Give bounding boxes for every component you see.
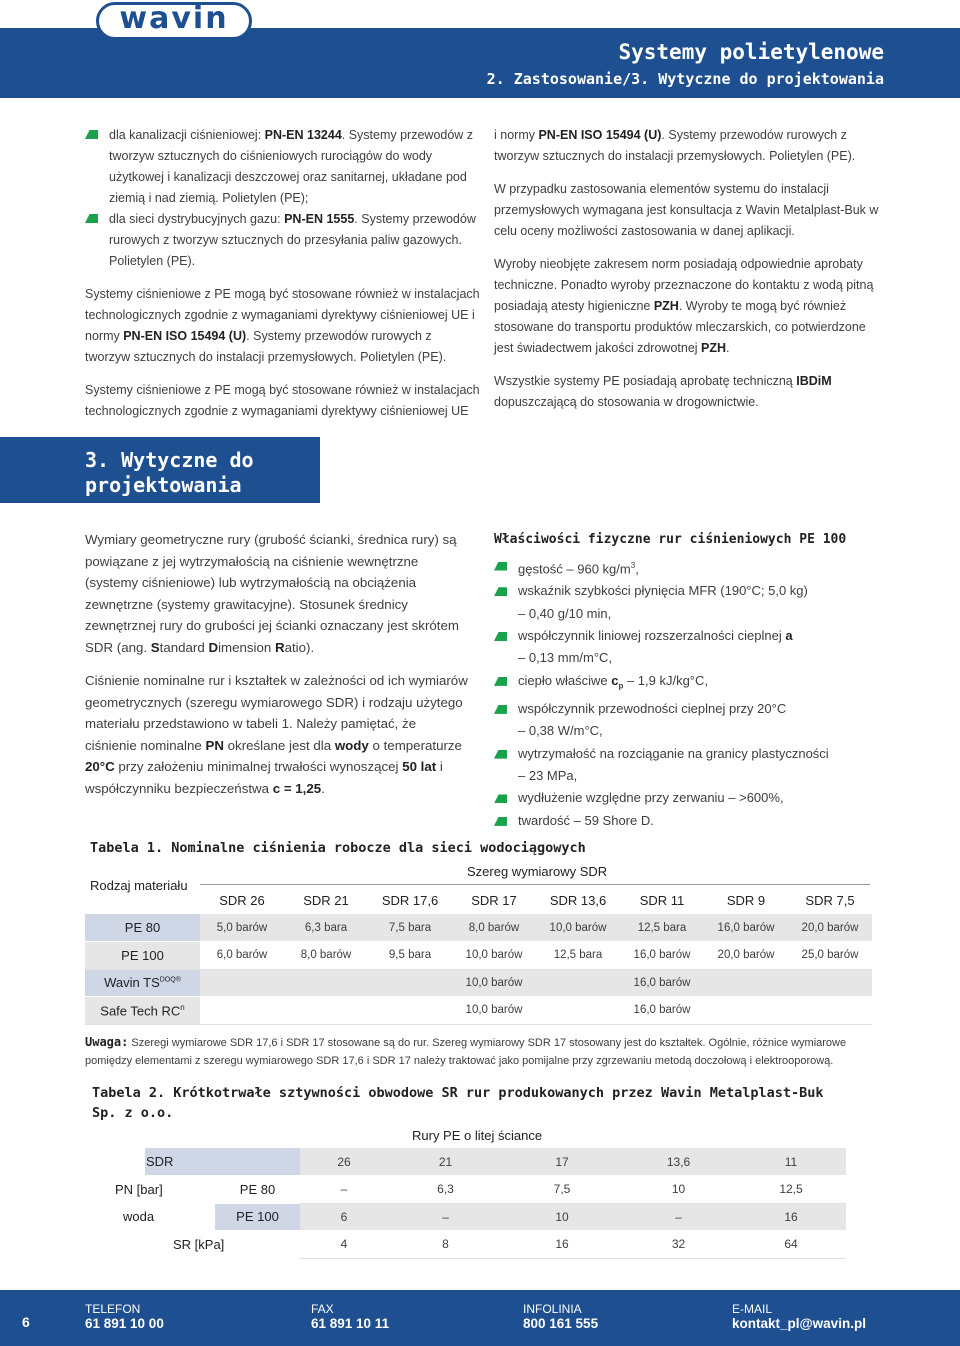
paragraph: Wszystkie systemy PE posiadają aprobatę techniczną IBDiM dopuszczającą do stosowania w drogownictwie.: [494, 374, 832, 409]
table-cell: 21: [388, 1148, 503, 1176]
column-left-top: [85, 125, 480, 422]
table-cell: 8,0 barów: [452, 914, 536, 942]
table-cell: 6: [300, 1203, 388, 1231]
table-row: [85, 997, 872, 1025]
table1-header-row: [85, 886, 872, 914]
table-cell: 5,0 barów: [200, 914, 284, 942]
table-cell: [284, 997, 368, 1025]
property-item: wydłużenie względne przy zerwaniu – >600%,: [494, 787, 894, 809]
table-cell: [200, 969, 284, 997]
section-title: 3. Wytyczne do projektowania: [85, 448, 254, 497]
page-title: Systemy polietylenowe: [618, 40, 884, 64]
bullet-item: dla kanalizacji ciśnieniowej: PN-EN 13244. Systemy przewodów z tworzyw sztucznych do ciśnieniowych rurociągów do wody użytkowej i kanalizacji deszczowej oraz sanitarnej, układane pod ziemią i nad ziemią. Polietylen (PE);: [85, 125, 480, 209]
footer-email-link[interactable]: kontakt_pl@wavin.pl: [732, 1316, 866, 1331]
table-row: [85, 942, 872, 970]
table-cell: 16: [736, 1203, 846, 1231]
row-label: Safe Tech $RC^n$: [85, 997, 200, 1025]
table-row: [85, 1148, 846, 1176]
table-cell: [284, 969, 368, 997]
property-item: współczynnik przewodności cieplnej przy 20°C: [494, 698, 894, 720]
table-cell: 6,0 barów: [200, 942, 284, 970]
property-item: wytrzymałość na rozciąganie na granicy plastyczności: [494, 743, 894, 765]
column-left-section3: [85, 529, 470, 799]
table-cell: 10,0 barów: [452, 969, 536, 997]
row-label: PN [bar]: [85, 1176, 215, 1204]
table1-row-header: Rodzaj materiału: [90, 878, 188, 893]
table-row: [85, 969, 872, 997]
table-cell: 25,0 barów: [788, 942, 872, 970]
table1-corner: [85, 886, 200, 914]
table-cell: 20,0 barów: [704, 942, 788, 970]
table-cell: 10: [621, 1176, 736, 1204]
paragraph: Systemy ciśnieniowe z PE mogą być stosowane również w instalacjach technologicznych zgodnie z wymaganiami dyrektywy ciśnieniowej UE i normy PN-EN ISO 15494 (U). Systemy przewodów rurowych z tworzyw sztucznych do instalacji przemysłowych. Polietylen (PE).: [85, 287, 480, 364]
table-row: [85, 914, 872, 942]
table-cell: 26: [300, 1148, 388, 1176]
wavin-logo: [96, 2, 252, 40]
table1-group-divider: [200, 884, 870, 885]
paragraph: Systemy ciśnieniowe z PE mogą być stosowane również w instalacjach technologicznych zgodnie z wymaganiami dyrektywy ciśnieniowej UE: [85, 383, 480, 418]
table-cell: 20,0 barów: [788, 914, 872, 942]
table-cell: 9,5 bara: [368, 942, 452, 970]
property-item: twardość – 59 Shore D.: [494, 810, 894, 832]
table-cell: 12,5 bara: [620, 914, 704, 942]
row-label: [85, 1148, 145, 1176]
table-note: Uwaga: Szeregi wymiarowe SDR 17,6 i SDR 17 stosowane są do rur. Szereg wymiarowy SDR 17 stosowany jest do kształtek. Ogólnie, różnice wymiarowe pomiędzy elementami z szeregu wymiarowego SDR 17,6 i SDR 17 należy traktować jako pomijalne przy zgrzewaniu metodą doczołową i elektrooporową.: [85, 1035, 847, 1067]
table-cell: 12,5: [736, 1176, 846, 1204]
table-cell: 16: [503, 1231, 621, 1259]
table1-col-header: SDR 21: [303, 892, 349, 908]
table-cell: 8: [388, 1231, 503, 1259]
paragraph: W przypadku zastosowania elementów systemu do instalacji przemysłowych wymagana jest konsultacja z Wavin Metalplast-Buk w celu oceny możliwości zastosowania w danej aplikacji.: [494, 182, 879, 238]
row-label: PE 80: [215, 1176, 300, 1204]
table-cell: [368, 969, 452, 997]
row-label: PE 100: [85, 942, 200, 970]
property-value: – 23 MPa,: [518, 768, 578, 784]
table-cell: [368, 997, 452, 1025]
table-cell: 4: [300, 1231, 388, 1259]
row-label: [215, 1148, 300, 1176]
column-right-top: [494, 125, 879, 413]
table-cell: 16,0 barów: [620, 997, 704, 1025]
table-cell: [704, 997, 788, 1025]
table1-col-header: SDR 17,6: [381, 892, 439, 908]
table-cell: 10,0 barów: [536, 914, 620, 942]
property-item: ciepło właściwe $c_p - 1,9$ kJ/kg°C,: [494, 670, 894, 698]
bullet-item: dla sieci dystrybucyjnych gazu: PN-EN 1555. Systemy przewodów rurowych z tworzyw sztucznych do przesyłania paliw gazowych. Polietylen (PE).: [85, 209, 480, 272]
logo-text: wavin: [119, 1, 229, 36]
table1-col-header: SDR 11: [639, 892, 685, 908]
table-cell: 13,6: [621, 1148, 736, 1176]
page-number: 6: [22, 1314, 30, 1330]
table-cell: 11: [736, 1148, 846, 1176]
footer-infolinia-label: INFOLINIA: [523, 1302, 582, 1316]
table-cell: 6,3: [388, 1176, 503, 1204]
table1-title: Tabela 1. Nominalne ciśnienia robocze dla sieci wodociągowych: [90, 840, 586, 856]
table-cell: 12,5 bara: [536, 942, 620, 970]
table1: [85, 886, 872, 1025]
row-label: Wavin $TS^{DOQ®}$: [85, 969, 200, 997]
table-row: [85, 1176, 846, 1204]
table-cell: 7,5 bara: [368, 914, 452, 942]
properties-title: Właściwości fizyczne rur ciśnieniowych PE 100: [494, 532, 847, 547]
table1-col-header: SDR 7,5: [805, 892, 855, 908]
row-label: woda: [85, 1203, 215, 1231]
property-value: – 0,40 g/10 min,: [518, 605, 612, 621]
property-item: wskaźnik szybkości płynięcia MFR (190°C; 5,0 kg): [494, 580, 894, 602]
table-cell: 32: [621, 1231, 736, 1259]
property-item: współczynnik liniowej rozszerzalności cieplnej a: [494, 625, 894, 647]
table-cell: [788, 969, 872, 997]
table-cell: [200, 997, 284, 1025]
footer-email-label: E-MAIL: [732, 1302, 773, 1316]
table-cell: 10: [503, 1203, 621, 1231]
table-cell: 16,0 barów: [704, 914, 788, 942]
table1-col-header: SDR 17: [471, 892, 517, 908]
table-cell: 10,0 barów: [452, 997, 536, 1025]
footer-telefon[interactable]: 61 891 10 00: [85, 1316, 164, 1331]
row-label: PE 80: [85, 914, 200, 942]
properties-list: [494, 529, 894, 832]
table-cell: –: [621, 1203, 736, 1231]
property-value: – 0,38 W/m°C,: [518, 723, 603, 739]
paragraph: i normy PN-EN ISO 15494 (U). Systemy przewodów rurowych z tworzyw sztucznych do instalacji przemysłowych. Polietylen (PE).: [494, 128, 856, 163]
table1-col-header: SDR 26: [219, 892, 265, 908]
table-cell: 17: [503, 1148, 621, 1176]
table-cell: [704, 969, 788, 997]
table1-group-header: Szereg wymiarowy SDR: [467, 864, 608, 879]
table-cell: 16,0 barów: [620, 969, 704, 997]
table-cell: [788, 997, 872, 1025]
row-label: SR [kPa]: [85, 1231, 300, 1259]
table-cell: [536, 969, 620, 997]
footer-infolinia[interactable]: 800 161 555: [523, 1316, 599, 1331]
table-cell: 6,3 bara: [284, 914, 368, 942]
page-subtitle: 2. Zastosowanie/3. Wytyczne do projektowania: [486, 70, 884, 88]
table-cell: 8,0 barów: [284, 942, 368, 970]
table-cell: –: [388, 1203, 503, 1231]
row-label: SDR: [145, 1148, 215, 1176]
table-row: [85, 1231, 846, 1259]
table-cell: –: [300, 1176, 388, 1204]
table-cell: 10,0 barów: [452, 942, 536, 970]
footer-telefon-label: TELEFON: [85, 1302, 141, 1316]
property-value: – 0,13 mm/m°C,: [518, 650, 613, 666]
table2-title: Tabela 2. Krótkotrwałe sztywności obwodowe SR rur produkowanych przez Wavin Metalplast-Buk Sp. z o.o.: [92, 1085, 824, 1121]
paragraph: Wymiary geometryczne rury (grubość ścianki, średnica rury) są powiązane z jej wytrzymałością na ciśnienie wewnętrzne (systemy ciśnieniowe) lub wytrzymałością na obciążenia zewnętrzne (systemy grawitacyjne). Stosunek średnicy zewnętrznej rury do grubości jej ścianki oznaczany jest skrótem SDR (ang. Standard Dimension Ratio).: [85, 532, 459, 655]
table2: [85, 1148, 846, 1259]
table2-group-header: Rury PE o litej ściance: [412, 1128, 543, 1143]
footer-fax-label: FAX: [311, 1302, 334, 1316]
table-row: [85, 1203, 846, 1231]
paragraph: Wyroby nieobjęte zakresem norm posiadają odpowiednie aprobaty techniczne. Ponadto wyroby przeznaczone do kontaktu z wodą pitną posiadają atesty higieniczne PZH. Wyroby te mogą być również stosowane do transportu produktów mleczarskich, co potwierdzone jest świadectwem jakości zdrowotnej PZH.: [494, 257, 874, 355]
table-cell: 16,0 barów: [620, 942, 704, 970]
row-label: PE 100: [215, 1203, 300, 1231]
paragraph: Ciśnienie nominalne rur i kształtek w zależności od ich wymiarów geometrycznych (szeregu wymiarowego SDR) i rodzaju użytego materiału przedstawiono w tabeli 1. Należy pamiętać, że ciśnienie nominalne PN określane jest dla wody o temperaturze 20°C przy założeniu minimalnej trwałości wynoszącej 50 lat i współczynniku bezpieczeństwa c = 1,25.: [85, 673, 468, 796]
table1-col-header: SDR 9: [726, 892, 766, 908]
table-cell: [536, 997, 620, 1025]
footer-fax: 61 891 10 11: [311, 1316, 390, 1331]
table-cell: 7,5: [503, 1176, 621, 1204]
table1-col-header: SDR 13,6: [549, 892, 607, 908]
property-item: gęstość – 960 $kg/m^3$,: [494, 555, 894, 581]
table-cell: 64: [736, 1231, 846, 1259]
